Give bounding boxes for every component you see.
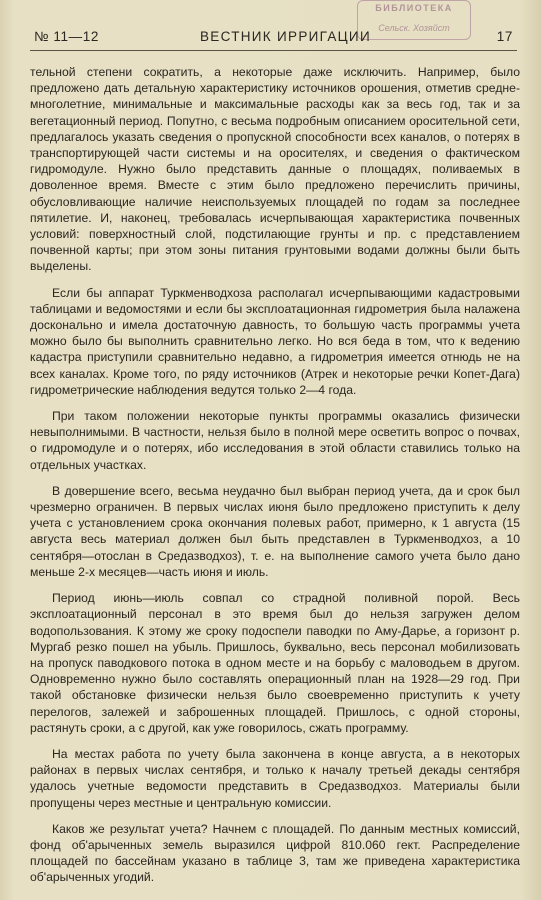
paragraph: Если бы аппарат Туркменводхоза располагал исчерпывающими кадастровыми таблицами и ведомостями и если бы эксплоатационная гидрометрия была налажена досконально и имела достаточную давность, то большую часть программы учета можно было бы выполнить сравнительно легко. Но вся беда в том, что к ведению кадастра приступили сравнительно недавно, а гидрометрия имеется отнюдь не на всех каналах. Кроме того, по ряду источников (Атрек и некоторые речки Копет-Дага) гидрометрические наблюдения ведутся только 2—4 года. <box>30 285 520 397</box>
stamp-subtitle: Сельск. Хозяйст <box>378 23 450 33</box>
issue-number: № 11—12 <box>34 29 99 44</box>
running-header <box>30 24 517 51</box>
paragraph: В довершение всего, весьма неудачно был выбран период учета, да и срок был чрезмерно ограничен. В первых числах июня было предложено приступить к делу учета с установлением срока окончания полевых работ, примерно, к 1 августа (15 августа весь материал должен был быть представлен в Туркменводхоз, а 10 сентября—отослан в Средазводхоз), т. е. на выполнение самого учета было дано меньше 2-х месяцев—часть июня и июль. <box>30 483 520 579</box>
page-number: 17 <box>496 29 513 44</box>
article-body <box>30 64 520 896</box>
paragraph: На местах работа по учету была закончена в конце августа, а в некоторых районах в первых числах сентября, и только к началу третьей декады сентября удалось учетные ведомости представить в Средазводхоз. Материалы были пропущены через местные и центральную комиссии. <box>30 746 520 810</box>
journal-title: ВЕСТНИК ИРРИГАЦИИ <box>200 29 371 44</box>
paragraph: При таком положении некоторые пункты программы оказались физически невыполнимыми. В частности, нельзя было в полной мере осветить вопрос о почвах, о гидромодуле и о потерях, ибо исследования в этой области ставились только на отдельных участках. <box>30 409 520 472</box>
paragraph: Каков же результат учета? Начнем с площадей. По данным местных комиссий, фонд об'арыченных земель выразился цифрой 810.060 гект. Распределение площадей по бассейнам указано в таблице 3, там же приведена характеристика об'арыченных угодий. <box>30 821 520 885</box>
paragraph: тельной степени сократить, а некоторые даже исключить. Например, было предложено дать детальную характеристику источников орошения, отметив средне-многолетние, минимальные и максимальные расходы как за весь год, так и за вегетационный период. Попутно, с весьма подробным описанием оросительной сети, предлагалось указать сведения о пропускной способности всех каналов, о потерях в транспортирующей части системы и на оросителях, и сведения о фактическом гидромодуле. Нужно было представить данные о площадях, поливаемых в доволенное время. Вместе с этим было предложено перечислить причины, обусловливающие наличие неиспользуемых площадей по годам за последнее пятилетие. И, наконец, требовалась исчерпывающая характеристика почвенных условий: поверхностный слой, подстилающие грунты и пр. с представлением почвенной карты; при этом зоны питания грунтовыми водами должны были быть выделены. <box>30 65 520 274</box>
paragraph: Период июнь—июль совпал со страдной поливной порой. Весь эксплоатационный персонал в это время был до нельзя загружен делом водопользования. К этому же сроку подоспели паводки по Аму-Дарье, а горизонт р. Мургаб резко пошел на убыль. Пришлось, буквально, весь персонал мобилизовать на пропуск паводкового потока в одном месте и на борьбу с маловодьем в другом. Одновременно нужно было составлять операционный план на 1928—29 год. При такой обстановке физически нельзя было своевременно приступить к учету перелогов, залежей и заброшенных площадей. Пришлось, с одной стороны, растянуть сроки, а с другой, как уже говорилось, сжать программу. <box>30 591 520 735</box>
stamp-title: БИБЛИОТЕКА <box>375 3 453 13</box>
